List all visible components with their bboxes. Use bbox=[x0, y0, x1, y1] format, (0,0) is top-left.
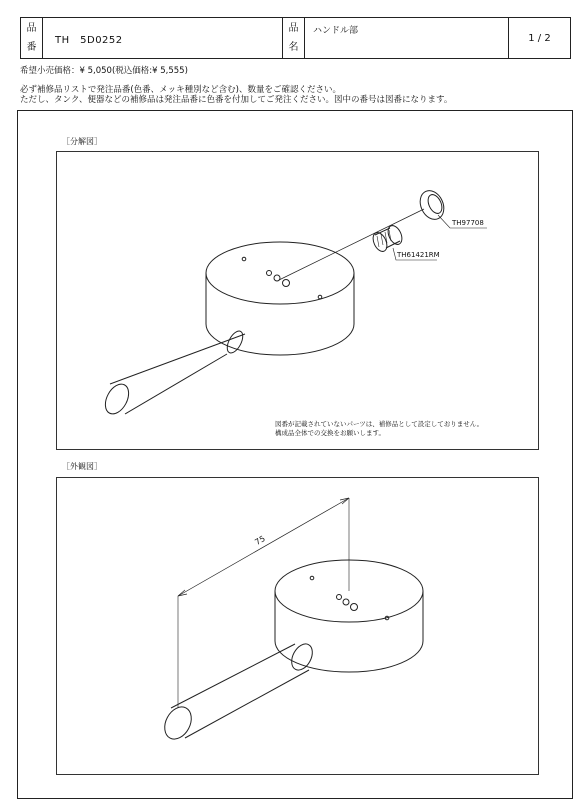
lever-root bbox=[224, 329, 246, 356]
part-number-label bbox=[21, 18, 43, 59]
lever-top-edge bbox=[171, 644, 295, 708]
exploded-note-2: 構成品全体での交換をお願いします。 bbox=[275, 429, 385, 437]
part-number-label-top: 品 bbox=[26, 23, 37, 34]
screw-hole bbox=[242, 257, 246, 261]
assembly-axis bbox=[279, 209, 424, 280]
cap-inner bbox=[425, 192, 444, 215]
lever-top-edge bbox=[110, 334, 245, 384]
exploded-view-panel bbox=[56, 151, 539, 450]
instruction-line-2: ただし、タンク、便器などの補修品は発注品番に色番を付加してご発注ください。図中の番号は図番になります。 bbox=[20, 95, 453, 105]
callout-th97708: TH97708 bbox=[452, 219, 484, 227]
dimension-arrow-right bbox=[340, 498, 349, 504]
part-name-label-bottom: 名 bbox=[288, 42, 299, 53]
center-hole bbox=[343, 599, 349, 605]
exterior-view-label: ［外観図］ bbox=[62, 462, 102, 471]
exterior-view-panel bbox=[56, 477, 539, 775]
handle-top-face bbox=[206, 242, 354, 304]
lever-bottom-edge bbox=[125, 354, 227, 414]
dimension-line bbox=[178, 498, 349, 596]
header-table bbox=[20, 17, 571, 59]
center-hole bbox=[267, 271, 272, 276]
part-name-label bbox=[283, 18, 305, 59]
center-hole bbox=[283, 280, 290, 287]
part-name: ハンドル部 bbox=[305, 18, 509, 59]
exploded-view-drawing bbox=[57, 152, 538, 449]
part-name-label-top: 品 bbox=[288, 23, 299, 34]
exploded-note-1: 図番が記載されていないパーツは、補修品として設定しておりません。 bbox=[275, 420, 484, 428]
handle-bottom-edge bbox=[275, 641, 423, 672]
callout-th61421rm: TH61421RM bbox=[397, 251, 440, 259]
instruction-line-1: 必ず補修品リストで発注品番(色番、メッキ種別など含む)、数量をご確認ください。 bbox=[20, 85, 341, 95]
dimension-arrow-left bbox=[178, 590, 187, 596]
screw-hole bbox=[318, 295, 322, 299]
center-hole bbox=[337, 595, 342, 600]
cap-outer bbox=[416, 187, 449, 223]
screw-hole bbox=[310, 576, 314, 580]
lever-end-cap bbox=[159, 702, 196, 743]
center-hole bbox=[351, 604, 358, 611]
lever-bottom-edge bbox=[185, 670, 309, 738]
part-number-label-bottom: 番 bbox=[26, 42, 37, 53]
exterior-view-drawing bbox=[57, 478, 538, 774]
handle-bottom-edge bbox=[206, 324, 354, 355]
page-indicator: 1 / 2 bbox=[509, 18, 571, 59]
price-line: 希望小売価格：¥ 5,050(税込価格:¥ 5,555) bbox=[20, 66, 188, 76]
part-number: TH 5D0252 bbox=[43, 18, 283, 59]
exploded-view-label: ［分解図］ bbox=[62, 137, 102, 146]
dimension-value: 75 bbox=[253, 534, 267, 547]
